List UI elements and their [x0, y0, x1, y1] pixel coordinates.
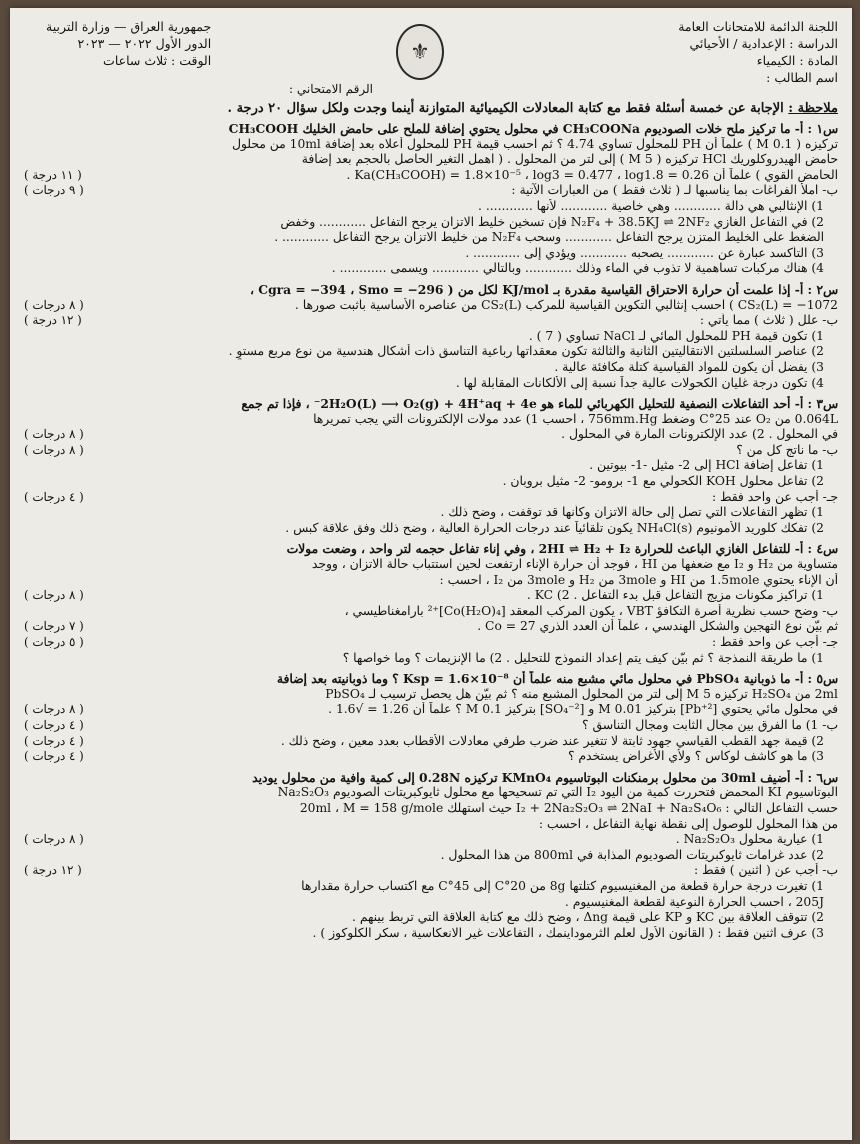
header-left-block: [46, 18, 211, 69]
note-label: ملاحظة :: [788, 101, 838, 116]
question-text: 3) عرف اثنين فقط : ( القانون الأول لعلم الثرموداينمك ، التفاعلات غير الانعكاسية ، سكر الكلوكوز ) .: [312, 925, 824, 940]
question-line: [24, 910, 838, 926]
question-line: [24, 199, 838, 215]
question-line: [24, 261, 838, 277]
question-gap: [24, 666, 838, 668]
question-line: [24, 458, 838, 474]
question-text: س٤ : أ- للتفاعل الغازي الباعث للحرارة 2HI ⇌ H₂ + I₂ ، وفي إناء تفاعل حجمه لتر واحد ، وضعت مولات: [286, 541, 838, 557]
question-text: 2) تفاعل محلول KOH الكحولي مع 1- برومو- 2- مثيل بروبان .: [502, 474, 824, 489]
question-text: متساوية من H₂ و I₂ مع ضعفها من HI ، فوجد أن حرارة الإناء ارتفعت لحين استتباب حالة الاتزان ، ووجد: [311, 557, 838, 572]
questions-list: [24, 121, 838, 943]
question-line: [24, 671, 838, 687]
mark-label: ( ٥ درجات ): [24, 635, 84, 649]
question-gap: [24, 765, 838, 767]
question-text: 2ml من H₂SO₄ تركيزه 5 M إلى لتر من المحلول المشبع منه ؟ ثم بيّن هل يحصل ترسيب لـ PbSO₄: [325, 686, 838, 701]
question-text: CS₂(L) = −1072 ) احسب إنثالبي التكوين القياسية للمركب CS₂(L) من عناصره الأساسية بأثبت صورها .: [294, 297, 838, 312]
question-text: في المحلول . 2) عدد الإلكترونات المارة في المحلول .: [561, 427, 838, 442]
mark-label: ( ٨ درجات ): [24, 588, 84, 603]
question-text: 1) تفاعل إضافة HCl إلى 2- مثيل -1- بيوتين .: [589, 458, 824, 473]
question-text: ب- ما ناتج كل من ؟: [736, 442, 838, 457]
exam-sheet: [24, 18, 838, 1130]
question-line: [24, 879, 838, 895]
question-2: [24, 282, 838, 391]
question-4: [24, 541, 838, 666]
question-line: [24, 604, 838, 620]
mark-label: ( ٨ درجات ): [24, 442, 84, 457]
question-text: جـ- أجب عن واحد فقط :: [711, 635, 838, 649]
mark-label: ( ٨ درجات ): [24, 832, 84, 847]
question-text: 2) عناصر السلسلتين الانتقاليتين الثانية والثالثة تكون معقداتها رباعية التناسق ذات أشكال هندسية من نوع مربع مستوٍ .: [228, 344, 824, 359]
question-line: [24, 926, 838, 942]
exam-paper: [10, 8, 852, 1140]
mark-label: ( ٩ درجات ): [24, 183, 84, 198]
question-text: 4) هناك مركبات تساهمية لا تذوب في الماء وذلك ............ وبالتالي ............ ويسمى ............ .: [331, 261, 824, 276]
mark-label: ( ١٢ درجة ): [24, 863, 82, 878]
question-text: ثم بيّن نوع التهجين والشكل الهندسي ، علماً أن العدد الذري Co = 27 .: [477, 619, 838, 634]
subject-line: المادة : الكيمياء: [756, 53, 838, 68]
mark-label: ( ٨ درجات ): [24, 427, 84, 442]
question-text: س٢ : أ- إذا علمت أن حرارة الاحتراق القياسية مقدرة بـ KJ/mol لكل من ( Cgra = −394 ، Smo = −296 ،: [250, 281, 838, 297]
question-text: تركيزه ( 0.1 M ) علماً أن PH للمحلول تساوي 4.74 ؟ ثم احسب قيمة PH للمحلول أعلاه بعد إضافة 10ml من محلول: [231, 136, 838, 151]
question-1: [24, 121, 838, 277]
question-line: [24, 557, 838, 573]
study-line: الدراسة : الإعدادية / الأحيائي: [689, 36, 838, 51]
question-line: [24, 412, 838, 428]
question-line: [24, 588, 838, 604]
question-text: 3) التأكسد عبارة عن ............ يصحبه ............ ويؤدي إلى ............ .: [465, 245, 824, 260]
question-text: ب- علل ( ثلاث ) مما يأتي :: [699, 313, 838, 328]
question-text: 0.064L من O₂ عند 25°C وضغط 756mm.Hg ، احسب 1) عدد مولات الإلكترونات التي يجب تمريرها: [313, 411, 838, 426]
question-line: [24, 734, 838, 750]
question-line: [24, 651, 838, 667]
question-gap: [24, 536, 838, 538]
question-line: [24, 619, 838, 635]
question-line: [24, 344, 838, 360]
question-text: 1) تراكيز مكونات مزيج التفاعل قبل بدء التفاعل . 2) KC .: [526, 588, 824, 603]
mark-label: ( ٤ درجات ): [24, 489, 84, 504]
question-text: س٥ : أ- ما ذوبانية PbSO₄ في محلول مائي مشبع منه علماً أن Ksp = 1.6×10⁻⁸ ؟ وما ذوبانيته بعد إضافة: [276, 671, 838, 687]
question-line: [24, 573, 838, 589]
question-text: 2) تفكك كلوريد الأمونيوم NH₄Cl(s) يكون تلقائياً عند درجات الحرارة العالية ، وضح ذلك وفق علاقة كبس .: [285, 520, 824, 535]
question-text: 3) يفضل أن يكون للمواد القياسية كتلة مكافئة عالية .: [554, 359, 824, 374]
question-line: [24, 298, 838, 314]
question-text: 1) تكون قيمة PH للمحلول المائي لـ NaCl تساوي ( 7 ) .: [528, 328, 824, 343]
note-text: الإجابة عن خمسة أسئلة فقط مع كتابة المعادلات الكيميائية المتوازنة أينما وجدت ولكل سؤال ٢٠ درجة .: [227, 101, 784, 116]
question-text: 1) الإنثالبي هي دالة ............ وهي خاصية ............ لأنها ............ .: [478, 198, 824, 213]
question-line: [24, 490, 838, 506]
question-text: 2) تتوقف العلاقة بين KC و KP على قيمة Δng ، وضح ذلك مع كتابة العلاقة التي تربط بينهم .: [352, 910, 824, 925]
question-gap: [24, 941, 838, 943]
question-text: 205J ، احسب الحرارة النوعية لقطعة المغنيسيوم .: [564, 894, 824, 909]
question-line: [24, 152, 838, 168]
time-line: الوقت : ثلاث ساعات: [103, 53, 212, 68]
question-text: س٦ : أ- أضيف 30ml من محلول برمنكنات البوتاسيوم KMnO₄ تركيزه 0.28N إلى كمية وافية من محلول يوديد: [252, 769, 838, 785]
mark-label: ( ٤ درجات ): [24, 717, 84, 732]
question-text: حسب التفاعل التالي : I₂ + 2Na₂S₂O₃ ⇌ 2NaI + Na₂S₄O₆ حيث استهلك 20ml ، M = 158 g/mole: [299, 800, 838, 815]
mark-label: ( ٨ درجات ): [24, 297, 84, 312]
student-name-line: اسم الطالب :: [766, 70, 838, 85]
emblem-icon: ⚜: [396, 24, 444, 80]
ministry-line: جمهورية العراق — وزارة التربية: [46, 19, 212, 34]
question-line: [24, 137, 838, 153]
question-text: س٣ : أ- أحد التفاعلات النصفية للتحليل الكهربائي للماء هو 2H₂O(L) ⟶ O₂(g) + 4H⁺aq + 4e⁻ ، فإذا تم جمع: [241, 396, 838, 412]
exam-note: [24, 100, 838, 118]
question-text: البوتاسيوم KI المحمض فتحررت كمية من اليود I₂ التي تم تسحيحها مع محلول ثايوكبريتات الصوديوم Na₂S₂O₃: [277, 785, 838, 800]
question-line: [24, 832, 838, 848]
question-line: [24, 785, 838, 801]
question-line: [24, 521, 838, 537]
question-text: 1) عيارية محلول Na₂S₂O₃ .: [675, 832, 824, 847]
mark-label: ( ١١ درجة ): [24, 167, 82, 182]
committee-line: اللجنة الدائمة للامتحانات العامة: [678, 19, 838, 34]
question-line: [24, 427, 838, 443]
question-5: [24, 671, 838, 765]
question-line: [24, 168, 838, 184]
question-line: [24, 313, 838, 329]
question-text: الحامض القوي ) علماً أن Ka(CH₃COOH) = 1.8×10⁻⁵ ، log3 = 0.477 ، log1.8 = 0.26 .: [346, 167, 838, 182]
question-line: [24, 230, 838, 246]
question-line: [24, 541, 838, 557]
question-text: من هذا المحلول للوصول إلى نقطة نهاية التفاعل ، احسب :: [538, 816, 838, 831]
question-line: [24, 801, 838, 817]
question-text: 1) تغيرت درجة حرارة قطعة من المغنيسيوم كتلتها 8g من 20°C إلى 45°C مع اكتساب حرارة مقدارها: [301, 878, 824, 893]
mark-label: ( ٧ درجات ): [24, 619, 84, 634]
question-text: 2) عدد غرامات ثايوكبريتات الصوديوم المذابة في 800ml من هذا المحلول .: [440, 847, 824, 862]
question-line: [24, 246, 838, 262]
question-line: [24, 376, 838, 392]
question-line: [24, 863, 838, 879]
question-line: [24, 121, 838, 137]
question-text: ب- أجب عن ( اثنين ) فقط :: [693, 863, 838, 878]
question-text: 3) ما هو كاشف لوكاس ؟ ولأي الأغراض يستخدم ؟: [568, 749, 824, 764]
session-line: الدور الأول ٢٠٢٢ — ٢٠٢٣: [77, 36, 212, 51]
question-line: [24, 817, 838, 833]
question-line: [24, 443, 838, 459]
question-text: 1) تظهر التفاعلات التي تصل إلى حالة الاتزان وكأنها قد توقفت ، وضح ذلك .: [440, 505, 824, 520]
question-text: ب- وضح حسب نظرية أصرة التكافؤ VBT ، يكون المركب المعقد [Co(H₂O)₄]⁺² بارامغناطيسي ،: [344, 603, 838, 618]
mark-label: ( ٨ درجات ): [24, 702, 84, 717]
mark-label: ( ١٢ درجة ): [24, 313, 82, 328]
question-gap: [24, 277, 838, 279]
question-line: [24, 749, 838, 765]
question-line: [24, 848, 838, 864]
question-line: [24, 396, 838, 412]
question-line: [24, 360, 838, 376]
question-3: [24, 396, 838, 536]
question-line: [24, 718, 838, 734]
question-text: 2) قيمة جهد القطب القياسي جهود ثابتة لا تتغير عند ضرب طرفي معادلات الأقطاب بعدد معين ، وضح ذلك .: [280, 733, 824, 748]
question-line: [24, 282, 838, 298]
question-line: [24, 635, 838, 651]
question-line: [24, 215, 838, 231]
question-line: [24, 474, 838, 490]
question-line: [24, 770, 838, 786]
question-text: جـ- أجب عن واحد فقط :: [711, 489, 838, 504]
question-6: [24, 770, 838, 942]
question-line: [24, 702, 838, 718]
question-line: [24, 505, 838, 521]
question-text: في محلول مائي يحتوي [Pb⁺²] بتركيز 0.01 M و [SO₄⁻²] بتركيز 0.1 M ؟ علماً أن 1.26 = √1.6 .: [328, 702, 838, 717]
header-right-block: [678, 18, 838, 86]
question-text: أن الإناء يحتوي 1.5mole من HI و 3mole من H₂ و 3mole من I₂ ، احسب :: [439, 572, 838, 587]
question-text: 4) تكون درجة غليان الكحولات عالية جداً نسبة إلى الألكانات المقابلة لها .: [455, 375, 824, 390]
mark-label: ( ٤ درجات ): [24, 749, 84, 764]
mark-label: ( ٤ درجات ): [24, 733, 84, 748]
question-text: 1) ما طريقة النمذجة ؟ ثم بيّن كيف يتم إعداد النموذج للتحليل . 2) ما الإنزيمات ؟ وما خواصها ؟: [342, 650, 824, 665]
question-gap: [24, 391, 838, 393]
question-line: [24, 183, 838, 199]
question-text: الضغط على الخليط المتزن يرجح التفاعل ............ وسحب N₂F₄ من خليط الاتزان يرجح التفاعل ............ .: [274, 230, 824, 245]
question-text: س١ : أ- ما تركيز ملح خلات الصوديوم CH₃COONa في محلول يحتوي إضافة للملح على حامض الخليك CH₃COOH: [228, 121, 838, 136]
exam-number-label: الرقم الامتحاني :: [289, 82, 373, 96]
question-text: حامض الهيدروكلوريك HCl تركيزه ( 5 M ) إلى لتر من المحلول . ( اهمل التغير الحاصل بالحجم بعد إضافة: [301, 152, 838, 167]
question-line: [24, 329, 838, 345]
question-text: ب- املأ الفراغات بما يناسبها لـ ( ثلاث فقط ) من العبارات الآتية :: [511, 183, 838, 198]
question-line: [24, 895, 838, 911]
exam-header: [24, 18, 838, 96]
question-line: [24, 687, 838, 703]
question-text: ب- 1) ما الفرق بين مجال الثابت ومجال التناسق ؟: [582, 717, 838, 732]
question-text: 2) في التفاعل الغازي N₂F₄ + 38.5KJ ⇌ 2NF₂ فإن تسخين خليط الاتزان يرجح التفاعل ............ وخفض: [280, 214, 824, 229]
